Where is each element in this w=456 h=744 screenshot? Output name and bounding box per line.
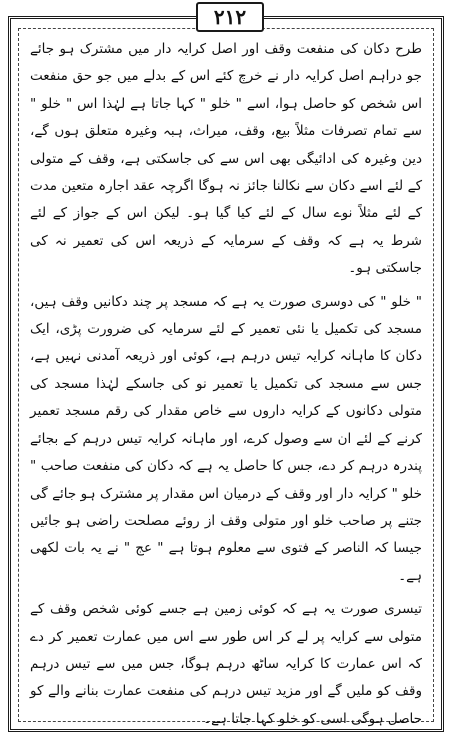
page-number: ۲۱۲ (196, 2, 264, 32)
paragraph-1: طرح دکان کی منفعت وقف اور اصل کرایہ دار میں مشترک ہو جائے جو دراہم اصل کرایہ دار نے خرچ کئے اس کے بدلے میں جو حق منفعت اس شخص کو حاصل ہوا، اسے " خلو " کہا جاتا ہے لہٰذا اس " خلو " سے تمام تصرفات مثلاً بیع، وقف، میراث، ہبہ وغیرہ متعلق ہوں گے، دین وغیرہ کی ادائیگی بھی اس سے کی جاسکتی ہے، وقف کے متولی کے لئے اسے دکان سے نکالنا جائز نہ ہوگا اگرچہ عقد اجارہ متعین مدت کے لئے مثلاً نوے سال کے لئے کیا گیا ہو۔ لیکن اس کے جواز کے لئے شرط یہ ہے کہ وقف کے سرمایہ کے ذریعہ اس کی تعمیر نہ کی جاسکتی ہو۔ (30, 41, 422, 277)
paragraph-2: " خلو " کی دوسری صورت یہ ہے کہ مسجد پر چند دکانیں وقف ہیں، مسجد کی تکمیل یا نئی تعمیر کے لئے سرمایہ کی ضرورت پڑی، ایک دکان کا ماہانہ کرایہ تیس درہم ہے، کوئی اور ذریعہ آمدنی نہیں ہے، جس سے مسجد کی تکمیل یا تعمیر نو کی جاسکے لہٰذا مسجد کی متولی دکانوں کے کرایہ داروں سے خاص مقدار کی رقم مسجد تعمیر کرنے کے لئے ان سے وصول کرے، اور ماہانہ کرایہ تیس درہم کے بجائے پندرہ درہم کر دے، جس کا حاصل یہ ہے کہ دکان کی منفعت صاحب " خلو " کرایہ دار اور وقف کے درمیان اس مقدار پر مشترک ہو جائے گی جتنے پر صاحب خلو اور متولی وقف از روئے مصلحت راضی ہو جائیں جیسا کہ الناصر کے فتوی سے معلوم ہوتا ہے " عج " نے یہ بات لکھی ہے۔ (30, 293, 422, 584)
paragraph-3: تیسری صورت یہ ہے کہ کوئی زمین ہے جسے کوئی شخص وقف کے متولی سے کرایہ پر لے کر اس طور سے اس میں عمارت تعمیر کر دے کہ اس عمارت کا کرایہ ساٹھ درہم ہوگا، جس میں سے تیس درہم وقف کو ملیں گے اور مزید تیس درہم کی منفعت عمارت بنانے والے کو حاصل ہوگی اسی کو خلو کہا جاتا ہے۔ (30, 601, 422, 727)
body-text (30, 36, 422, 727)
